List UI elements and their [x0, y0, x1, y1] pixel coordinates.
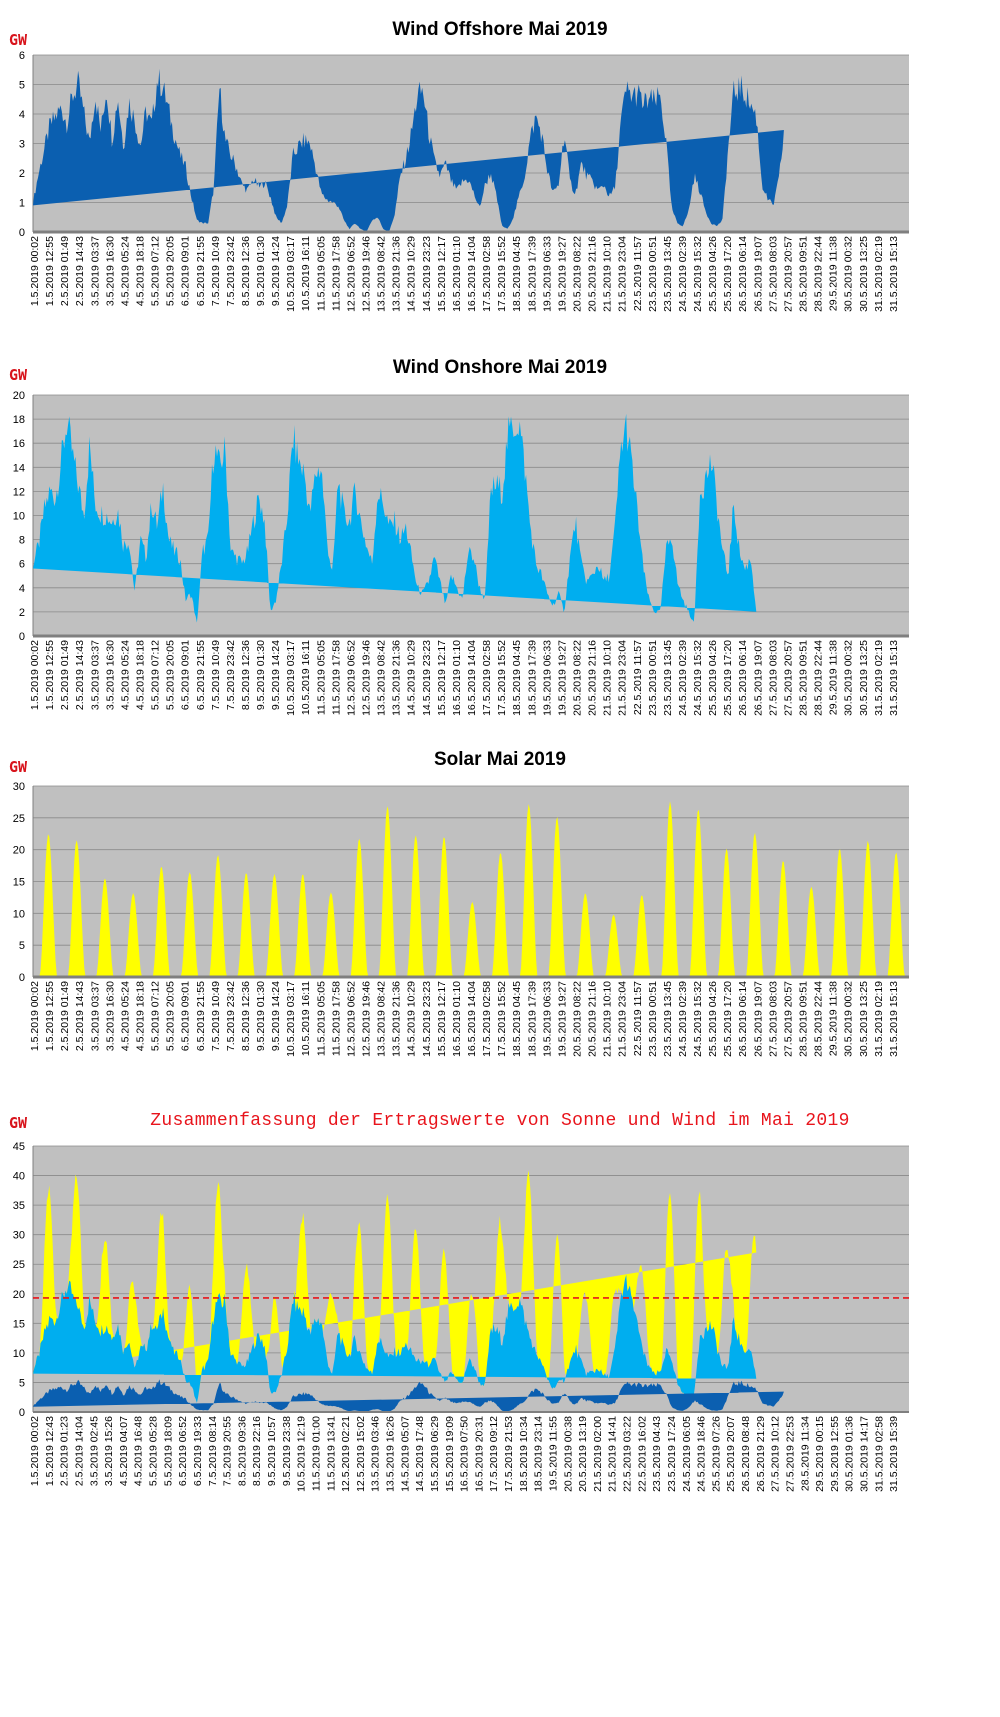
x-tick-label: 20.5.2019 08:22 [571, 640, 584, 716]
x-tick-label: 20.5.2019 00:38 [562, 1416, 575, 1492]
x-tick-label: 17.5.2019 15:52 [496, 640, 509, 716]
y-tick-label: 8 [18, 534, 25, 547]
y-tick-label: 5 [18, 1377, 25, 1390]
x-tick-label: 30.5.2019 13:25 [857, 981, 870, 1057]
x-tick-label: 13.5.2019 03:46 [369, 1416, 382, 1492]
x-tick-label: 1.5.2019 00:02 [29, 236, 41, 307]
x-tick-label: 22.5.2019 11:57 [631, 640, 644, 716]
x-tick-label: 1.5.2019 12:43 [43, 1416, 56, 1487]
x-tick-label: 3.5.2019 02:45 [88, 1416, 101, 1487]
x-tick-label: 5.5.2019 20:05 [164, 981, 177, 1052]
x-tick-label: 2.5.2019 01:49 [59, 236, 72, 307]
x-tick-label: 21.5.2019 10:10 [601, 640, 614, 716]
x-tick-label: 17.5.2019 09:12 [488, 1416, 501, 1492]
x-tick-label: 29.5.2019 11:38 [827, 640, 840, 716]
x-tick-label: 7.5.2019 10:49 [209, 640, 222, 711]
x-tick-label: 5.5.2019 07:12 [149, 981, 162, 1052]
chart-title-summary: Zusammenfassung der Ertragswerte von Sonne und Wind im Mai 2019 [150, 1111, 850, 1131]
x-tick-label: 30.5.2019 00:32 [842, 640, 855, 716]
x-tick-label: 18.5.2019 04:45 [511, 640, 524, 716]
x-tick-label: 26.5.2019 19:07 [752, 236, 765, 312]
x-tick-label: 4.5.2019 18:18 [134, 640, 147, 711]
x-tick-label: 26.5.2019 08:48 [740, 1416, 753, 1492]
x-tick-label: 19.5.2019 19:27 [556, 236, 569, 312]
y-tick-label: 25 [12, 812, 25, 825]
x-tick-label: 13.5.2019 21:36 [390, 640, 403, 716]
x-tick-label: 1.5.2019 12:55 [44, 640, 57, 711]
x-tick-label: 1.5.2019 12:55 [44, 236, 57, 307]
x-tick-label: 10.5.2019 16:11 [300, 640, 313, 716]
x-tick-label: 26.5.2019 19:07 [752, 981, 765, 1057]
x-tick-label: 12.5.2019 06:52 [345, 236, 358, 312]
x-tick-label: 16.5.2019 14:04 [466, 236, 478, 312]
x-tick-label: 24.5.2019 15:32 [692, 981, 704, 1057]
y-tick-label: 4 [18, 109, 25, 121]
x-tick-label: 8.5.2019 22:16 [251, 1416, 264, 1487]
y-tick-label: 20 [12, 844, 25, 857]
x-tick-label: 11.5.2019 01:00 [310, 1416, 323, 1492]
x-tick-label: 5.5.2019 07:12 [149, 640, 162, 711]
x-tick-label: 25.5.2019 17:20 [722, 640, 735, 716]
x-tick-label: 4.5.2019 16:48 [132, 1416, 145, 1487]
x-tick-label: 30.5.2019 13:25 [857, 236, 870, 312]
x-tick-label: 4.5.2019 05:24 [119, 981, 132, 1052]
x-tick-label: 9.5.2019 10:57 [266, 1416, 278, 1487]
x-tick-label: 21.5.2019 23:04 [616, 981, 629, 1057]
x-tick-label: 25.5.2019 17:20 [722, 981, 735, 1057]
x-tick-label: 9.5.2019 23:38 [280, 1416, 293, 1487]
x-tick-label: 23.5.2019 00:51 [646, 640, 659, 716]
x-tick-label: 9.5.2019 01:30 [255, 981, 267, 1052]
x-tick-label: 15.5.2019 06:29 [429, 1416, 441, 1492]
x-tick-label: 7.5.2019 08:14 [206, 1416, 219, 1487]
x-tick-label: 19.5.2019 19:27 [556, 640, 569, 716]
x-tick-label: 18.5.2019 04:45 [511, 236, 524, 312]
x-tick-label: 10.5.2019 03:17 [285, 981, 298, 1057]
x-tick-label: 31.5.2019 15:39 [888, 1416, 901, 1492]
x-tick-label: 6.5.2019 21:55 [194, 981, 207, 1052]
x-tick-label: 22.5.2019 16:02 [636, 1416, 649, 1492]
x-tick-label: 9.5.2019 14:24 [270, 640, 283, 711]
x-tick-label: 13.5.2019 08:42 [375, 236, 388, 312]
x-tick-label: 12.5.2019 06:52 [345, 640, 358, 716]
x-tick-label: 22.5.2019 11:57 [631, 981, 644, 1057]
x-tick-label: 27.5.2019 22:53 [784, 1416, 797, 1492]
x-tick-label: 7.5.2019 23:42 [224, 640, 237, 711]
x-tick-label: 15.5.2019 12:17 [435, 640, 448, 716]
y-tick-label: 6 [18, 558, 25, 571]
x-tick-label: 17.5.2019 15:52 [496, 236, 509, 312]
x-tick-label: 28.5.2019 09:51 [797, 640, 810, 716]
x-tick-label: 17.5.2019 21:53 [503, 1416, 515, 1492]
x-tick-label: 23.5.2019 13:45 [661, 981, 674, 1057]
x-tick-label: 19.5.2019 19:27 [556, 981, 569, 1057]
x-tick-label: 25.5.2019 17:20 [722, 236, 735, 312]
x-tick-label: 11.5.2019 17:58 [330, 236, 343, 312]
x-tick-label: 4.5.2019 18:18 [134, 981, 147, 1052]
y-tick-label: 0 [18, 631, 25, 643]
y-tick-label: 25 [12, 1259, 25, 1272]
y-tick-label: 45 [12, 1141, 25, 1153]
x-tick-label: 2.5.2019 14:43 [74, 236, 87, 307]
x-tick-label: 29.5.2019 11:38 [827, 236, 840, 312]
x-tick-label: 4.5.2019 18:18 [134, 236, 147, 307]
x-tick-label: 31.5.2019 15:13 [887, 236, 900, 312]
x-tick-label: 23.5.2019 00:51 [646, 981, 659, 1057]
x-tick-label: 5.5.2019 20:05 [164, 640, 177, 711]
x-tick-label: 17.5.2019 02:58 [481, 640, 494, 716]
x-tick-label: 16.5.2019 01:10 [450, 640, 463, 716]
x-tick-label: 25.5.2019 04:26 [707, 640, 720, 716]
y-tick-label: 40 [12, 1170, 25, 1183]
x-tick-label: 25.5.2019 07:26 [710, 1416, 723, 1492]
x-tick-label: 29.5.2019 11:38 [827, 981, 840, 1057]
x-tick-label: 26.5.2019 21:29 [754, 1416, 767, 1492]
x-tick-label: 24.5.2019 18:46 [695, 1416, 708, 1492]
x-tick-label: 8.5.2019 12:36 [240, 640, 252, 711]
y-unit-offshore: GW [9, 31, 28, 49]
y-tick-label: 5 [18, 940, 25, 953]
x-tick-label: 21.5.2019 10:10 [601, 236, 614, 312]
x-tick-label: 14.5.2019 23:23 [420, 640, 433, 716]
x-tick-label: 9.5.2019 01:30 [255, 236, 267, 307]
x-tick-label: 13.5.2019 21:36 [390, 981, 403, 1057]
y-tick-label: 5 [18, 79, 25, 92]
x-tick-label: 2.5.2019 01:23 [58, 1416, 71, 1487]
x-tick-label: 16.5.2019 07:50 [458, 1416, 471, 1492]
x-tick-label: 1.5.2019 00:02 [29, 981, 41, 1052]
x-tick-label: 6.5.2019 09:01 [179, 981, 192, 1052]
x-tick-label: 12.5.2019 19:46 [360, 981, 373, 1057]
x-tick-label: 30.5.2019 00:32 [842, 981, 855, 1057]
x-tick-label: 20.5.2019 13:19 [577, 1416, 590, 1492]
x-tick-label: 11.5.2019 05:05 [315, 981, 328, 1057]
y-tick-label: 35 [12, 1200, 25, 1213]
x-tick-label: 3.5.2019 16:30 [104, 236, 117, 307]
x-tick-label: 17.5.2019 02:58 [481, 236, 494, 312]
x-tick-label: 5.5.2019 05:28 [147, 1416, 160, 1487]
x-tick-label: 28.5.2019 22:44 [812, 236, 825, 312]
x-tick-label: 26.5.2019 06:14 [737, 981, 750, 1057]
x-tick-label: 2.5.2019 14:04 [73, 1416, 86, 1487]
x-tick-label: 28.5.2019 22:44 [812, 640, 825, 716]
x-tick-label: 9.5.2019 14:24 [270, 981, 283, 1052]
x-tick-label: 11.5.2019 05:05 [315, 640, 328, 716]
x-tick-label: 29.5.2019 12:55 [828, 1416, 841, 1492]
y-tick-label: 30 [12, 781, 25, 793]
x-tick-label: 20.5.2019 08:22 [571, 981, 584, 1057]
x-tick-label: 21.5.2019 02:00 [591, 1416, 604, 1492]
x-tick-label: 13.5.2019 08:42 [375, 981, 388, 1057]
x-tick-label: 24.5.2019 15:32 [692, 236, 704, 312]
y-tick-label: 20 [12, 390, 25, 402]
y-unit-onshore: GW [9, 366, 28, 384]
x-tick-label: 2.5.2019 14:43 [74, 640, 87, 711]
x-tick-label: 3.5.2019 03:37 [89, 236, 102, 307]
y-tick-label: 14 [12, 462, 25, 475]
x-tick-label: 6.5.2019 09:01 [179, 640, 192, 711]
y-tick-label: 6 [18, 50, 25, 62]
x-tick-label: 3.5.2019 16:30 [104, 981, 117, 1052]
x-tick-label: 30.5.2019 13:25 [857, 640, 870, 716]
x-tick-label: 15.5.2019 12:17 [435, 236, 448, 312]
x-tick-label: 21.5.2019 10:10 [601, 981, 614, 1057]
x-tick-label: 10.5.2019 16:11 [300, 236, 313, 312]
x-tick-label: 12.5.2019 06:52 [345, 981, 358, 1057]
x-tick-label: 4.5.2019 05:24 [119, 236, 132, 307]
x-tick-label: 14.5.2019 10:29 [405, 236, 418, 312]
x-tick-label: 23.5.2019 13:45 [661, 236, 674, 312]
y-tick-label: 0 [18, 1407, 25, 1419]
x-tick-label: 10.5.2019 03:17 [285, 640, 298, 716]
x-tick-label: 26.5.2019 06:14 [737, 236, 750, 312]
x-tick-label: 21.5.2019 14:41 [606, 1416, 619, 1492]
x-tick-label: 22.5.2019 11:57 [631, 236, 644, 312]
x-tick-label: 3.5.2019 03:37 [89, 981, 102, 1052]
y-tick-label: 18 [12, 414, 25, 427]
x-tick-label: 6.5.2019 21:55 [194, 640, 207, 711]
x-tick-label: 9.5.2019 14:24 [270, 236, 283, 307]
x-tick-label: 11.5.2019 13:41 [325, 1416, 338, 1492]
x-tick-label: 9.5.2019 01:30 [255, 640, 267, 711]
x-tick-label: 30.5.2019 14:17 [858, 1416, 871, 1492]
x-tick-label: 12.5.2019 19:46 [360, 640, 373, 716]
x-tick-label: 31.5.2019 02:19 [872, 236, 885, 312]
x-tick-label: 1.5.2019 00:02 [29, 640, 41, 711]
x-tick-label: 8.5.2019 09:36 [236, 1416, 249, 1487]
x-tick-label: 27.5.2019 08:03 [767, 640, 780, 716]
x-tick-label: 5.5.2019 18:09 [162, 1416, 175, 1487]
x-tick-label: 18.5.2019 17:39 [526, 981, 539, 1057]
x-tick-label: 26.5.2019 06:14 [737, 640, 750, 716]
x-tick-label: 28.5.2019 09:51 [797, 981, 810, 1057]
x-tick-label: 6.5.2019 06:52 [177, 1416, 190, 1487]
x-tick-label: 16.5.2019 01:10 [450, 236, 463, 312]
x-tick-label: 10.5.2019 16:11 [300, 981, 313, 1057]
y-tick-label: 15 [12, 876, 25, 889]
x-tick-label: 31.5.2019 15:13 [887, 981, 900, 1057]
x-tick-label: 23.5.2019 00:51 [646, 236, 659, 312]
x-tick-label: 12.5.2019 19:46 [360, 236, 373, 312]
x-tick-label: 7.5.2019 23:42 [224, 236, 237, 307]
x-tick-label: 22.5.2019 03:22 [621, 1416, 634, 1492]
x-tick-label: 27.5.2019 08:03 [767, 981, 780, 1057]
x-tick-label: 16.5.2019 20:31 [473, 1416, 486, 1492]
y-tick-label: 15 [12, 1318, 25, 1331]
x-tick-label: 30.5.2019 00:32 [842, 236, 855, 312]
x-tick-label: 18.5.2019 04:45 [511, 981, 524, 1057]
x-tick-label: 24.5.2019 02:39 [677, 236, 689, 312]
x-tick-label: 24.5.2019 02:39 [677, 640, 689, 716]
x-tick-label: 14.5.2019 23:23 [420, 236, 433, 312]
x-tick-label: 24.5.2019 06:05 [680, 1416, 693, 1492]
x-tick-label: 17.5.2019 02:58 [481, 981, 494, 1057]
x-tick-label: 24.5.2019 02:39 [677, 981, 689, 1057]
x-tick-label: 23.5.2019 04:43 [651, 1416, 664, 1492]
x-tick-label: 8.5.2019 12:36 [240, 981, 252, 1052]
x-tick-label: 16.5.2019 01:10 [450, 981, 463, 1057]
x-tick-label: 18.5.2019 17:39 [526, 640, 539, 716]
y-tick-label: 20 [12, 1288, 25, 1301]
x-tick-label: 7.5.2019 20:55 [221, 1416, 234, 1487]
x-tick-label: 7.5.2019 23:42 [224, 981, 237, 1052]
x-tick-label: 21.5.2019 23:04 [616, 236, 629, 312]
x-tick-label: 4.5.2019 05:24 [119, 640, 132, 711]
y-tick-label: 2 [18, 606, 25, 619]
x-tick-label: 1.5.2019 00:02 [29, 1416, 41, 1487]
y-tick-label: 3 [18, 138, 25, 151]
chart-title-offshore: Wind Offshore Mai 2019 [392, 19, 608, 40]
x-tick-label: 27.5.2019 20:57 [782, 236, 795, 312]
y-tick-label: 30 [12, 1229, 25, 1242]
x-tick-label: 2.5.2019 01:49 [59, 981, 72, 1052]
x-tick-label: 24.5.2019 15:32 [692, 640, 704, 716]
x-tick-label: 2.5.2019 14:43 [74, 981, 87, 1052]
y-tick-label: 12 [12, 486, 25, 499]
x-tick-label: 30.5.2019 01:36 [843, 1416, 856, 1492]
x-tick-label: 7.5.2019 10:49 [209, 236, 222, 307]
chart-title-solar: Solar Mai 2019 [433, 749, 567, 770]
x-tick-label: 27.5.2019 20:57 [782, 640, 795, 716]
y-tick-label: 10 [12, 1347, 25, 1360]
x-tick-label: 27.5.2019 10:12 [769, 1416, 782, 1492]
x-tick-label: 28.5.2019 09:51 [797, 236, 810, 312]
x-tick-label: 27.5.2019 20:57 [782, 981, 795, 1057]
x-tick-label: 28.5.2019 11:34 [799, 1416, 812, 1492]
x-tick-label: 3.5.2019 16:30 [104, 640, 117, 711]
y-unit-summary: GW [9, 1114, 28, 1132]
x-tick-label: 25.5.2019 04:26 [707, 981, 720, 1057]
x-tick-label: 19.5.2019 06:33 [541, 640, 554, 716]
y-tick-label: 2 [18, 168, 25, 180]
x-tick-label: 7.5.2019 10:49 [209, 981, 222, 1052]
y-tick-label: 4 [18, 582, 25, 595]
x-tick-label: 29.5.2019 00:15 [814, 1416, 827, 1492]
x-tick-label: 13.5.2019 08:42 [375, 640, 388, 716]
x-tick-label: 10.5.2019 12:19 [295, 1416, 308, 1492]
y-tick-label: 16 [12, 438, 25, 451]
x-tick-label: 15.5.2019 19:09 [443, 1416, 456, 1492]
x-tick-label: 3.5.2019 15:26 [103, 1416, 116, 1487]
x-tick-label: 31.5.2019 15:13 [887, 640, 900, 716]
x-tick-label: 18.5.2019 17:39 [526, 236, 539, 312]
x-tick-label: 25.5.2019 04:26 [707, 236, 720, 312]
x-tick-label: 25.5.2019 20:07 [725, 1416, 738, 1492]
x-tick-label: 13.5.2019 16:26 [384, 1416, 397, 1492]
x-tick-label: 4.5.2019 04:07 [117, 1416, 130, 1487]
y-tick-label: 10 [12, 510, 25, 523]
x-tick-label: 19.5.2019 06:33 [541, 236, 554, 312]
x-tick-label: 17.5.2019 15:52 [496, 981, 509, 1057]
x-tick-label: 18.5.2019 23:14 [532, 1416, 545, 1492]
x-tick-label: 14.5.2019 17:48 [414, 1416, 427, 1492]
x-tick-label: 31.5.2019 02:19 [872, 981, 885, 1057]
y-tick-label: 0 [18, 227, 25, 239]
x-tick-label: 27.5.2019 08:03 [767, 236, 780, 312]
x-tick-label: 6.5.2019 19:33 [191, 1416, 204, 1487]
x-tick-label: 13.5.2019 21:36 [390, 236, 403, 312]
x-tick-label: 16.5.2019 14:04 [466, 640, 478, 716]
x-tick-label: 14.5.2019 05:07 [399, 1416, 412, 1492]
x-tick-label: 28.5.2019 22:44 [812, 981, 825, 1057]
x-tick-label: 6.5.2019 21:55 [194, 236, 207, 307]
x-tick-label: 18.5.2019 10:34 [517, 1416, 530, 1492]
x-tick-label: 19.5.2019 06:33 [541, 981, 554, 1057]
x-tick-label: 31.5.2019 02:19 [872, 640, 885, 716]
x-tick-label: 8.5.2019 12:36 [240, 236, 252, 307]
x-tick-label: 5.5.2019 20:05 [164, 236, 177, 307]
x-tick-label: 11.5.2019 17:58 [330, 640, 343, 716]
x-tick-label: 12.5.2019 15:02 [354, 1416, 367, 1492]
x-tick-label: 11.5.2019 17:58 [330, 981, 343, 1057]
x-tick-label: 10.5.2019 03:17 [285, 236, 298, 312]
x-tick-label: 11.5.2019 05:05 [315, 236, 328, 312]
x-tick-label: 14.5.2019 10:29 [405, 981, 418, 1057]
x-tick-label: 19.5.2019 11:55 [547, 1416, 560, 1492]
y-tick-label: 0 [18, 972, 25, 984]
x-tick-label: 23.5.2019 17:24 [666, 1416, 678, 1492]
x-tick-label: 20.5.2019 08:22 [571, 236, 584, 312]
x-tick-label: 3.5.2019 03:37 [89, 640, 102, 711]
x-tick-label: 20.5.2019 21:16 [586, 981, 599, 1057]
x-tick-label: 26.5.2019 19:07 [752, 640, 765, 716]
x-tick-label: 1.5.2019 12:55 [44, 981, 57, 1052]
x-tick-label: 23.5.2019 13:45 [661, 640, 674, 716]
chart-title-onshore: Wind Onshore Mai 2019 [392, 357, 608, 378]
x-tick-label: 14.5.2019 10:29 [405, 640, 418, 716]
x-tick-label: 21.5.2019 23:04 [616, 640, 629, 716]
y-unit-solar: GW [9, 758, 28, 776]
x-tick-label: 20.5.2019 21:16 [586, 640, 599, 716]
y-tick-label: 1 [18, 197, 25, 210]
x-tick-label: 6.5.2019 09:01 [179, 236, 192, 307]
x-tick-label: 16.5.2019 14:04 [466, 981, 478, 1057]
x-tick-label: 15.5.2019 12:17 [435, 981, 448, 1057]
y-tick-label: 10 [12, 908, 25, 921]
x-tick-label: 12.5.2019 02:21 [340, 1416, 353, 1492]
x-tick-label: 20.5.2019 21:16 [586, 236, 599, 312]
x-tick-label: 31.5.2019 02:58 [873, 1416, 886, 1492]
x-tick-label: 5.5.2019 07:12 [149, 236, 162, 307]
x-tick-label: 2.5.2019 01:49 [59, 640, 72, 711]
x-tick-label: 14.5.2019 23:23 [420, 981, 433, 1057]
